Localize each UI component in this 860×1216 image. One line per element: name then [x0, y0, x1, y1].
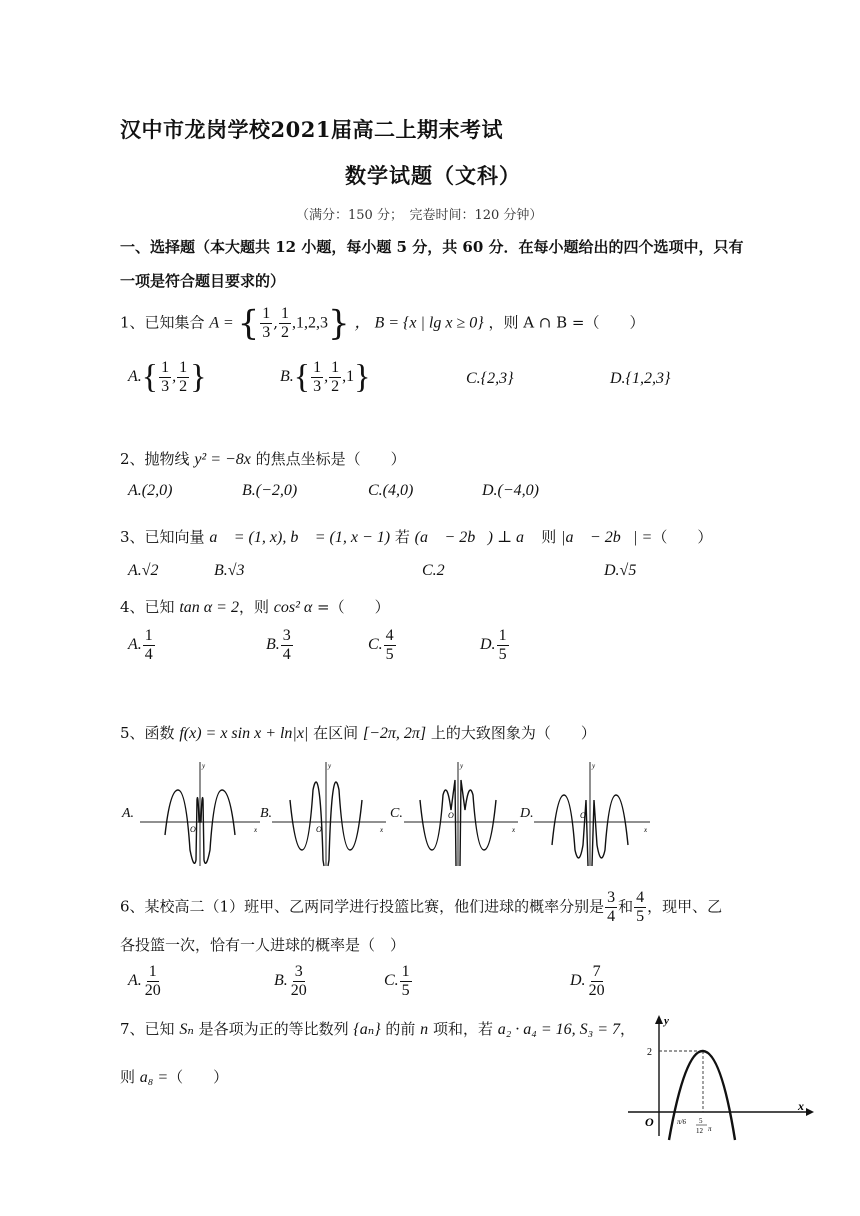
question-6-line1: 6、某校高二（1）班甲、乙两同学进行投篮比赛，他们进球的概率分别是 $\frac{3}{4}$ 和 $\frac{4}{5}$ ，现甲、乙 — [120, 889, 723, 925]
q1-frac1-den: 3 — [262, 324, 271, 341]
section-heading-line2: 一项是符合题目要求的） — [120, 272, 286, 290]
q3-ask: |a⃗ − 2b⃗| = — [561, 529, 653, 546]
q4-ask: cos² α — [273, 599, 313, 616]
q5-b-y: y — [328, 762, 332, 770]
q1-option-d: D.{1,2,3} — [610, 370, 671, 387]
q6-option-d: D. $\frac{7}{20}$ — [570, 963, 605, 999]
q5-interval: [−2π, 2π] — [362, 725, 427, 742]
q3-option-a: A.√2 — [128, 562, 159, 579]
q2-equation: y² = −8x — [194, 451, 251, 468]
q1-frac2-num: 1 — [281, 305, 290, 322]
q3-vectors: a⃗ = (1, x), b⃗ = (1, x − 1) — [209, 529, 391, 546]
question-4: 4、已知 tan α = 2，则 cos² α =（ ） — [120, 598, 390, 616]
question-5: 5、函数 f(x) = x sin x + ln|x| 在区间 [−2π, 2π] 上的大致图象为（ ） — [120, 724, 596, 742]
q1-frac2-den: 2 — [281, 324, 290, 341]
side-graph-y-tick: 2 — [647, 1047, 652, 1058]
q1-prefix: 1、已知集合 — [120, 313, 205, 332]
q5-d-x: x — [644, 826, 648, 834]
side-graph-x-tick2-pi: π — [708, 1125, 712, 1133]
q5-a-x: x — [254, 826, 258, 834]
q5-c-origin: O — [448, 811, 454, 820]
q3-condition: (a⃗ − 2b⃗) ⊥ a⃗ — [414, 529, 537, 546]
q5-a-origin: O — [190, 825, 196, 834]
side-graph-x-tick2-num: 5 — [699, 1117, 703, 1125]
q5-a-y: y — [202, 762, 206, 770]
q1-set-a-rest: ,1,2,3 — [292, 314, 329, 332]
q6-option-c: C. $\frac{1}{5}$ — [384, 963, 410, 999]
q5-graph-label-d: D. — [520, 806, 534, 821]
q3-option-c: C.2 — [422, 562, 445, 579]
q1-frac1-num: 1 — [262, 305, 271, 322]
question-2: 2、抛物线 y² = −8x 的焦点坐标是（ ） — [120, 450, 406, 468]
exam-info: （满分：150 分； 完卷时间：120 分钟） — [296, 208, 543, 223]
q5-graph-c — [404, 762, 518, 866]
q7-condition: a₂ · a₄ = 16, S₃ = 7 — [497, 1021, 620, 1038]
exam-title: 汉中市龙岗学校2021届高二上期末考试 — [120, 117, 503, 142]
q5-graph-label-c: C. — [390, 806, 403, 821]
q4-option-c: C. $\frac{4}{5}$ — [368, 627, 394, 663]
question-7-line1: 7、已知 Sₙ 是各项为正的等比数列 {aₙ} 的前 n 项和，若 a₂ · a₄ = 16, S₃ = 7， — [120, 1020, 636, 1038]
q3-option-d: D.√5 — [604, 562, 637, 579]
q6-option-b: B. $\frac{3}{20}$ — [274, 963, 307, 999]
q5-graph-label-a: A. — [122, 806, 135, 821]
side-graph-y-label: y — [664, 1015, 669, 1027]
q1-tail: ，则 A ∩ B =（ ） — [488, 313, 645, 332]
question-1: 1、已知集合 A = { $\frac{1}{3}$ , $\frac{1}{2}$ ,1,2,3} ， B = {x | lg x ≥ 0} ，则 A ∩ B =（ ） — [120, 303, 645, 344]
q2-option-b: B.(−2,0) — [242, 482, 298, 499]
q4-option-d: D. $\frac{1}{5}$ — [480, 627, 507, 663]
side-graph-x-tick1: π/6 — [677, 1118, 686, 1126]
q4-option-a: A. $\frac{1}{4}$ — [128, 627, 153, 663]
q1-option-b: B.{ $\frac{1}{3}$ , $\frac{1}{2}$ ,1} — [280, 358, 371, 396]
q5-d-origin: O — [580, 811, 586, 820]
q6-option-a: A. $\frac{1}{20}$ — [128, 963, 161, 999]
q1-option-a: A.{ $\frac{1}{3}$ , $\frac{1}{2}$ } — [128, 358, 207, 396]
q5-graph-b — [272, 762, 386, 866]
q4-option-b: B. $\frac{3}{4}$ — [266, 627, 291, 663]
q5-function: f(x) = x sin x + ln|x| — [179, 725, 309, 742]
exam-subtitle: 数学试题（文科） — [345, 163, 521, 188]
q1-set-a-label: A = — [209, 314, 238, 332]
q5-c-y: y — [460, 762, 464, 770]
question-6-line2: 各投篮一次，恰有一人进球的概率是（ ） — [120, 936, 406, 954]
side-graph-x-tick2-den: 12 — [696, 1127, 703, 1135]
side-graph-origin: O — [645, 1115, 654, 1129]
q1-set-b: ， B = {x | lg x ≥ 0} — [354, 314, 484, 332]
q5-graph-label-b: B. — [260, 806, 273, 821]
q5-c-x: x — [512, 826, 516, 834]
side-graph-x-label: x — [798, 1099, 804, 1113]
q5-b-origin: O — [316, 825, 322, 834]
q7-ask: a₈ = — [139, 1069, 169, 1086]
side-graph — [628, 1015, 814, 1140]
q3-option-b: B.√3 — [214, 562, 245, 579]
q2-option-a: A.(2,0) — [128, 482, 173, 499]
q2-option-c: C.(4,0) — [368, 482, 414, 499]
q5-d-y: y — [592, 762, 596, 770]
q5-b-x: x — [380, 826, 384, 834]
question-3: 3、已知向量 a⃗ = (1, x), b⃗ = (1, x − 1) 若 (a⃗ − 2b⃗) ⊥ a⃗ 则 |a⃗ − 2b⃗| =（ ） — [120, 528, 713, 546]
q5-graph-a — [140, 762, 260, 866]
q4-condition: tan α = 2 — [179, 599, 239, 616]
q5-graph-d — [534, 762, 650, 866]
q1-option-c: C.{2,3} — [466, 370, 514, 387]
section-heading-line1: 一、选择题（本大题共 12 小题，每小题 5 分，共 60 分．在每小题给出的四个选项中，只有 — [120, 238, 744, 256]
question-7-line2: 则 a₈ =（ ） — [120, 1068, 229, 1086]
q2-option-d: D.(−4,0) — [482, 482, 540, 499]
